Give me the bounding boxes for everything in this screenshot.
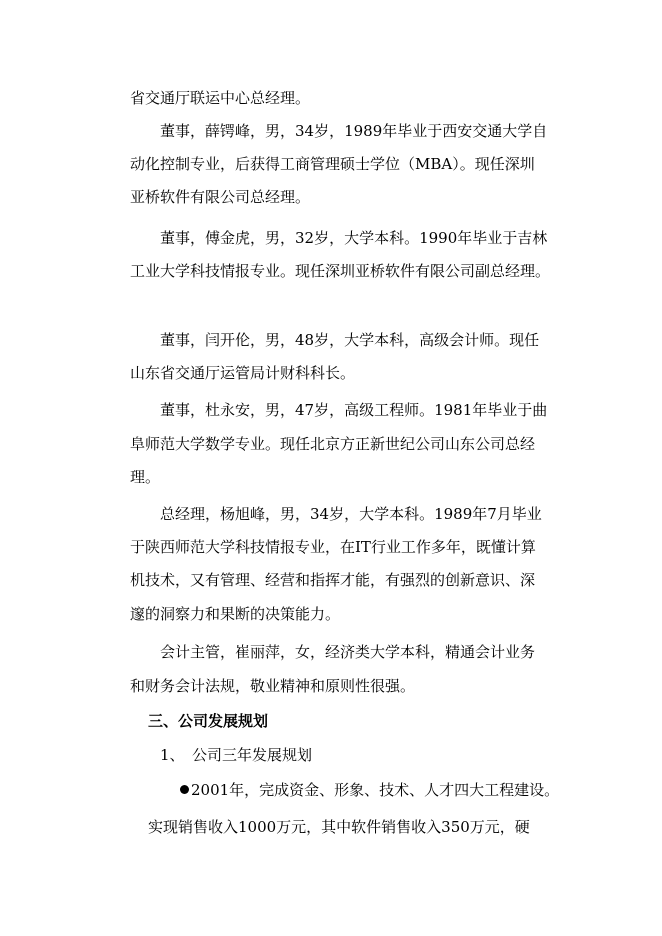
paragraph-line: 董事，薛锷峰，男，34岁，1989年毕业于西安交通大学自 [160,122,548,140]
paragraph-line: 董事，杜永安，男，47岁，高级工程师。1981年毕业于曲 [160,401,548,419]
paragraph-line: 山东省交通厅运管局计财科科长。 [130,364,356,382]
paragraph-line: 机技术，又有管理、经营和指挥才能，有强烈的创新意识、深 [130,571,536,589]
paragraph-line: 和财务会计法规，敬业精神和原则性很强。 [130,677,416,695]
paragraph-line: 工业大学科技情报专业。现任深圳亚桥软件有限公司副总经理。 [130,262,551,280]
paragraph-line: 总经理，杨旭峰，男，34岁，大学本科。1989年7月毕业 [160,505,542,523]
bullet-text: 2001年，完成资金、形象、技术、人才四大工程建设。 [191,781,560,799]
paragraph-line: 亚桥软件有限公司总经理。 [130,188,311,206]
paragraph-line: 动化控制专业，后获得工商管理硕士学位（MBA）。现任深圳 [130,155,535,173]
paragraph-line: 邃的洞察力和果断的决策能力。 [130,605,341,623]
paragraph-line: 董事，傅金虎，男，32岁，大学本科。1990年毕业于吉林 [160,229,548,247]
paragraph-line: 实现销售收入1000万元，其中软件销售收入350万元，硬 [148,818,530,836]
paragraph-line: 董事，闫开伦，男，48岁，大学本科，高级会计师。现任 [160,331,540,349]
bullet-item [180,780,559,800]
paragraph-line: 会计主管，崔丽萍，女，经济类大学本科，精通会计业务 [160,643,536,661]
section-heading: 三、公司发展规划 [148,712,269,730]
bullet-dot-icon [180,785,189,794]
paragraph-line: 省交通厅联运中心总经理。 [130,89,311,107]
paragraph-line: 于陕西师范大学科技情报专业，在IT行业工作多年，既懂计算 [130,538,536,556]
paragraph-line: 阜师范大学数学专业。现任北京方正新世纪公司山东公司总经 [130,435,536,453]
paragraph-line: 理。 [130,468,161,486]
subheading: 1、 公司三年发展规划 [160,746,313,764]
